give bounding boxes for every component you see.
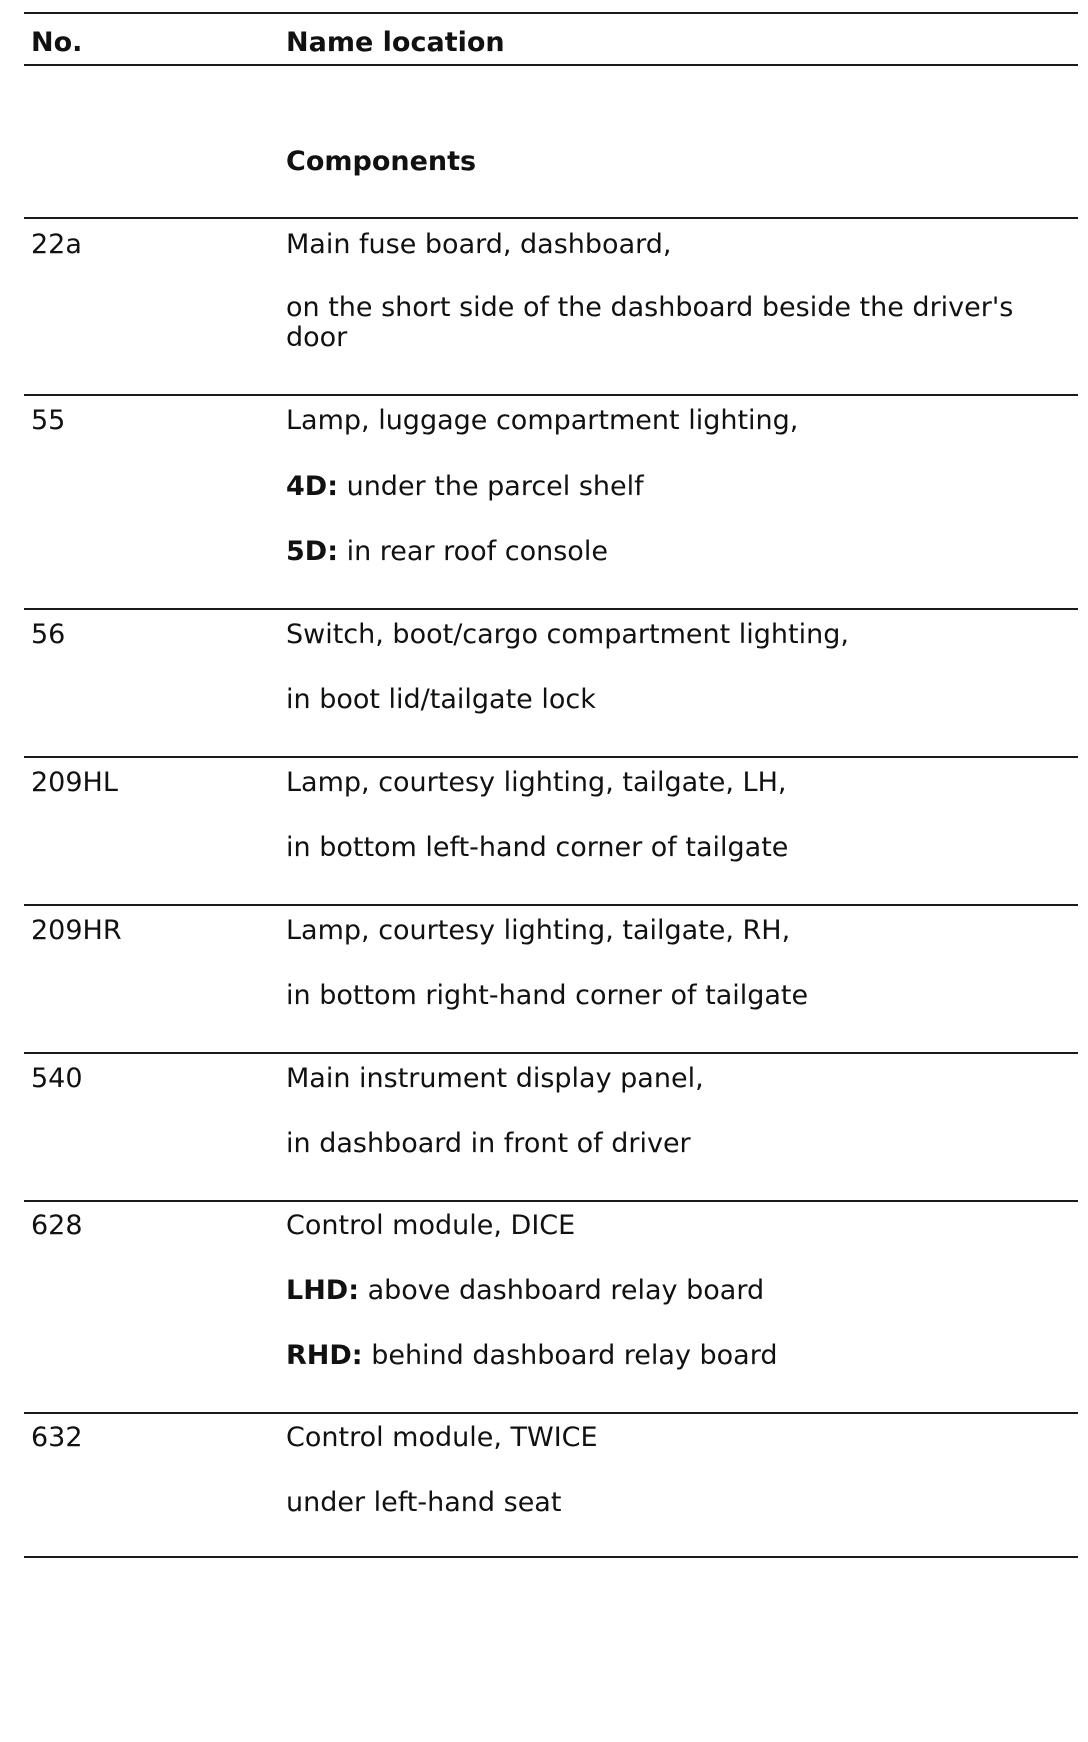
row-line (286, 979, 808, 1012)
row-line (286, 914, 790, 947)
row-line-text: in bottom right-hand corner of tailgate (286, 980, 809, 1011)
row-line (286, 1486, 561, 1519)
row-number: 56 (31, 619, 66, 650)
row-line-text: Lamp, luggage compartment lighting, (286, 405, 799, 436)
row-line-text: above dashboard relay board (359, 1275, 765, 1306)
row-divider (24, 394, 1078, 396)
row-divider (24, 608, 1078, 610)
row-line-prefix: LHD: (286, 1275, 360, 1306)
row-line-text: under the parcel shelf (338, 471, 644, 502)
row-line (286, 683, 596, 716)
row-line (286, 1127, 691, 1160)
row-line (286, 228, 671, 261)
row-divider (24, 756, 1078, 758)
row-line-text: in bottom left-hand corner of tailgate (286, 832, 789, 863)
row-line-prefix: 5D: (286, 536, 338, 567)
row-number: 209HR (31, 915, 122, 946)
row-line (286, 535, 608, 568)
row-line-text: Control module, TWICE (286, 1422, 598, 1453)
row-number: 55 (31, 405, 66, 436)
row-line-prefix: 4D: (286, 471, 338, 502)
header-bottom-rule (24, 64, 1078, 66)
row-divider (24, 1412, 1078, 1414)
row-line-text: on the short side of the dashboard beside the driver's door (286, 292, 1014, 353)
row-line-text: in boot lid/tailgate lock (286, 684, 596, 715)
row-divider (24, 1052, 1078, 1054)
row-line (286, 831, 788, 864)
row-line-text: Main instrument display panel, (286, 1063, 704, 1094)
row-number: 22a (31, 229, 82, 260)
row-line (286, 618, 849, 651)
row-divider (24, 1200, 1078, 1202)
table-bottom-rule (24, 1556, 1078, 1558)
header-no: No. (31, 27, 83, 58)
row-line (286, 766, 786, 799)
row-divider (24, 904, 1078, 906)
row-number: 632 (31, 1422, 83, 1453)
row-line (286, 1274, 764, 1307)
row-line (286, 293, 1066, 353)
header-name-location: Name location (286, 27, 505, 58)
row-line-text: Lamp, courtesy lighting, tailgate, LH, (286, 767, 787, 798)
row-line-text: under left-hand seat (286, 1487, 562, 1518)
row-divider (24, 217, 1078, 219)
row-number: 628 (31, 1210, 83, 1241)
row-line-prefix: RHD: (286, 1340, 363, 1371)
row-line (286, 1421, 598, 1454)
row-line-text: Switch, boot/cargo compartment lighting, (286, 619, 849, 650)
row-line-text: Main fuse board, dashboard, (286, 229, 672, 260)
row-line (286, 1062, 704, 1095)
row-line (286, 470, 644, 503)
row-line-text: behind dashboard relay board (362, 1340, 778, 1371)
row-line (286, 1339, 778, 1372)
row-line-text: in dashboard in front of driver (286, 1128, 691, 1159)
row-line-text: Control module, DICE (286, 1210, 576, 1241)
row-line (286, 1209, 575, 1242)
row-line (286, 404, 798, 437)
table-top-rule (24, 12, 1078, 14)
row-line-text: Lamp, courtesy lighting, tailgate, RH, (286, 915, 791, 946)
row-number: 540 (31, 1063, 83, 1094)
row-number: 209HL (31, 767, 118, 798)
section-title: Components (286, 146, 477, 177)
row-line-text: in rear roof console (338, 536, 608, 567)
